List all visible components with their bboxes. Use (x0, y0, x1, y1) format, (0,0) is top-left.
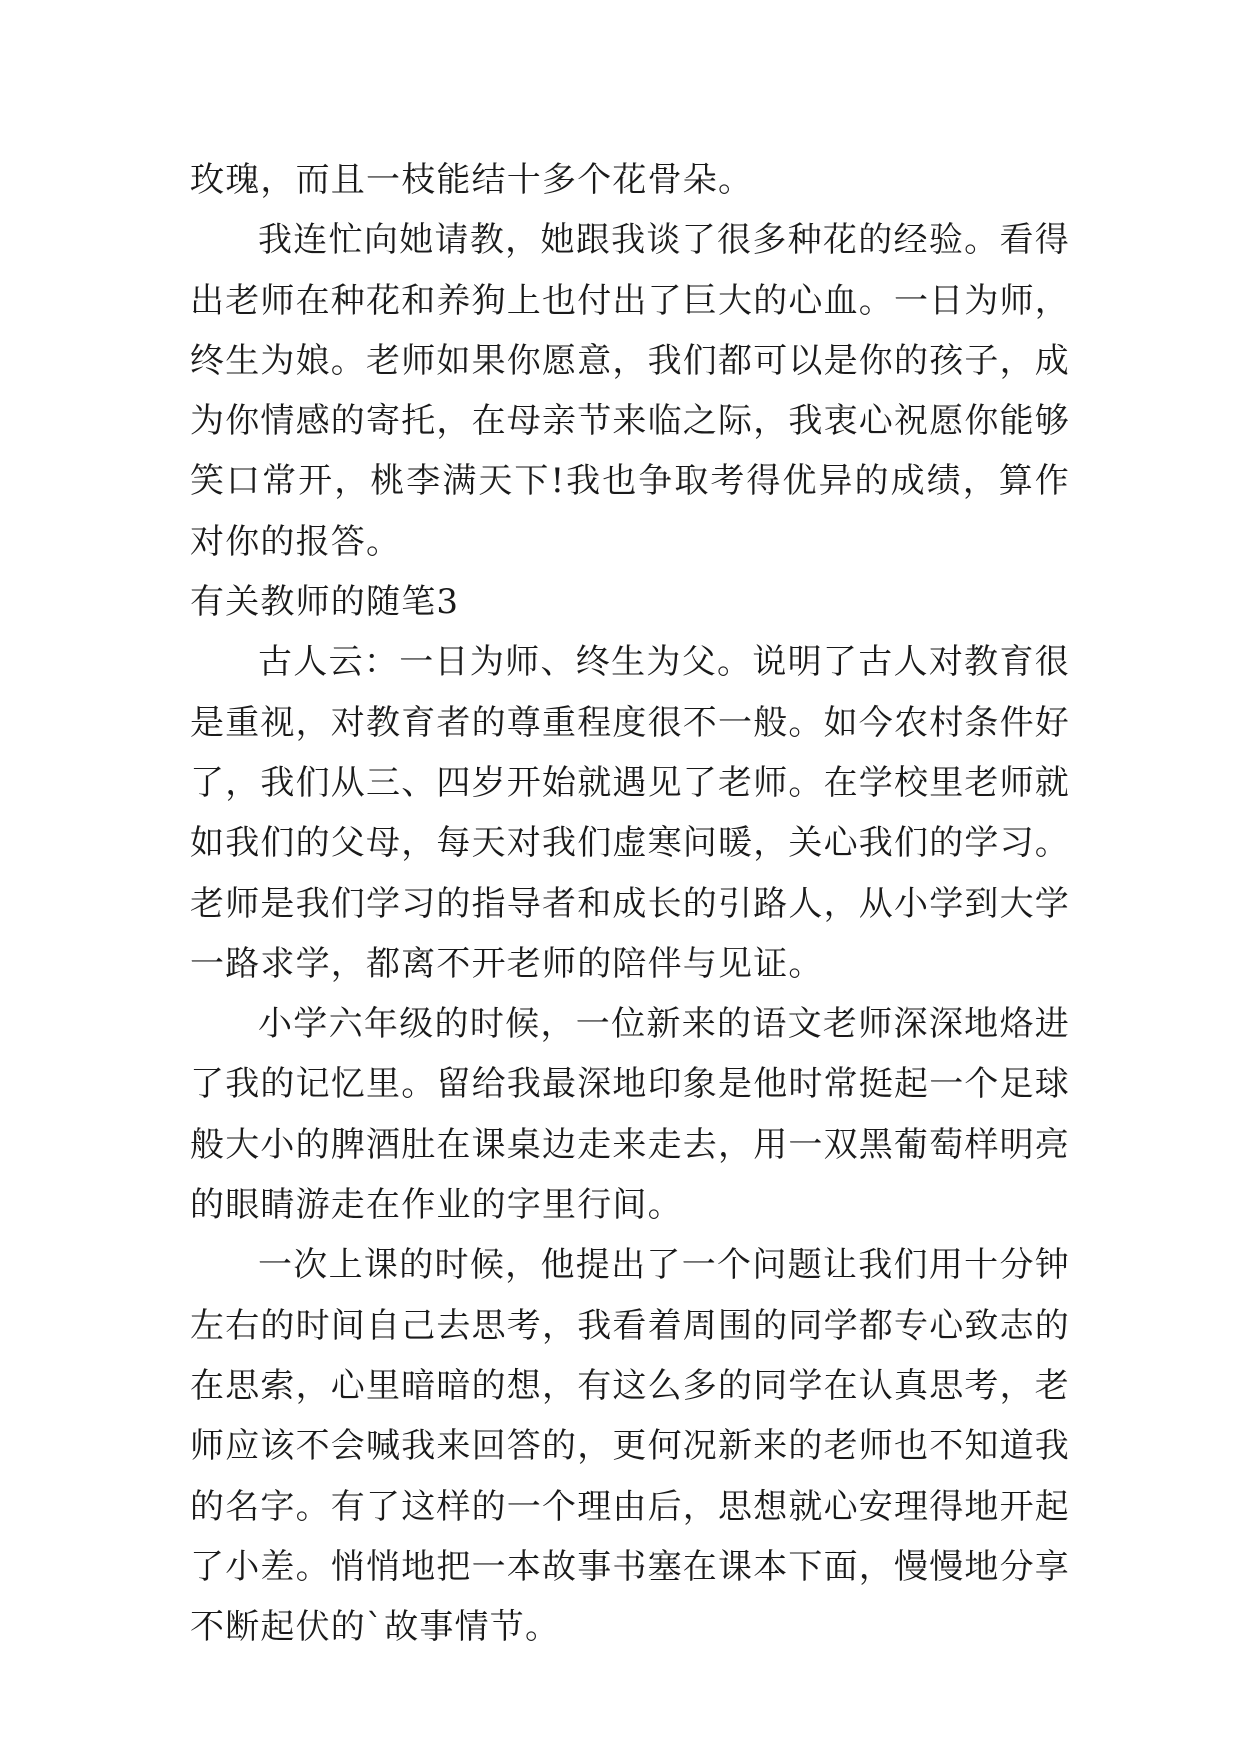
paragraph-4: 小学六年级的时候，一位新来的语文老师深深地烙进了我的记忆里。留给我最深地印象是他时常挺起一个足球般大小的脾酒肚在课桌边走来走去，用一双黑葡萄样明亮的眼睛游走在作业的字里行间。 (190, 1004, 1070, 1226)
section-heading: 有关教师的随笔3 (190, 582, 460, 623)
paragraph-3: 古人云：一日为师、终生为父。说明了古人对教育很是重视，对教育者的尊重程度很不一般。如今农村条件好了，我们从三、四岁开始就遇见了老师。在学校里老师就如我们的父母，每天对我们虚寒问暖，关心我们的学习。老师是我们学习的指导者和成长的引路人，从小学到大学一路求学，都离不开老师的陪伴与见证。 (190, 642, 1070, 984)
paragraph-2: 我连忙向她请教，她跟我谈了很多种花的经验。看得出老师在种花和养狗上也付出了巨大的心血。一日为师，终生为娘。老师如果你愿意，我们都可以是你的孩子，成为你情感的寄托，在母亲节来临之际，我衷心祝愿你能够笑口常开，桃李满天下!我也争取考得优异的成绩，算作对你的报答。 (190, 220, 1070, 562)
paragraph-5: 一次上课的时候，他提出了一个问题让我们用十分钟左右的时间自己去思考，我看着周围的同学都专心致志的在思索，心里暗暗的想，有这么多的同学在认真思考，老师应该不会喊我来回答的，更何况新来的老师也不知道我的名字。有了这样的一个理由后，思想就心安理得地开起了小差。悄悄地把一本故事书塞在课本下面，慢慢地分享不断起伏的`故事情节。 (190, 1245, 1070, 1648)
document-body (190, 150, 1070, 1657)
paragraph-1: 玫瑰，而且一枝能结十多个花骨朵。 (190, 160, 754, 200)
